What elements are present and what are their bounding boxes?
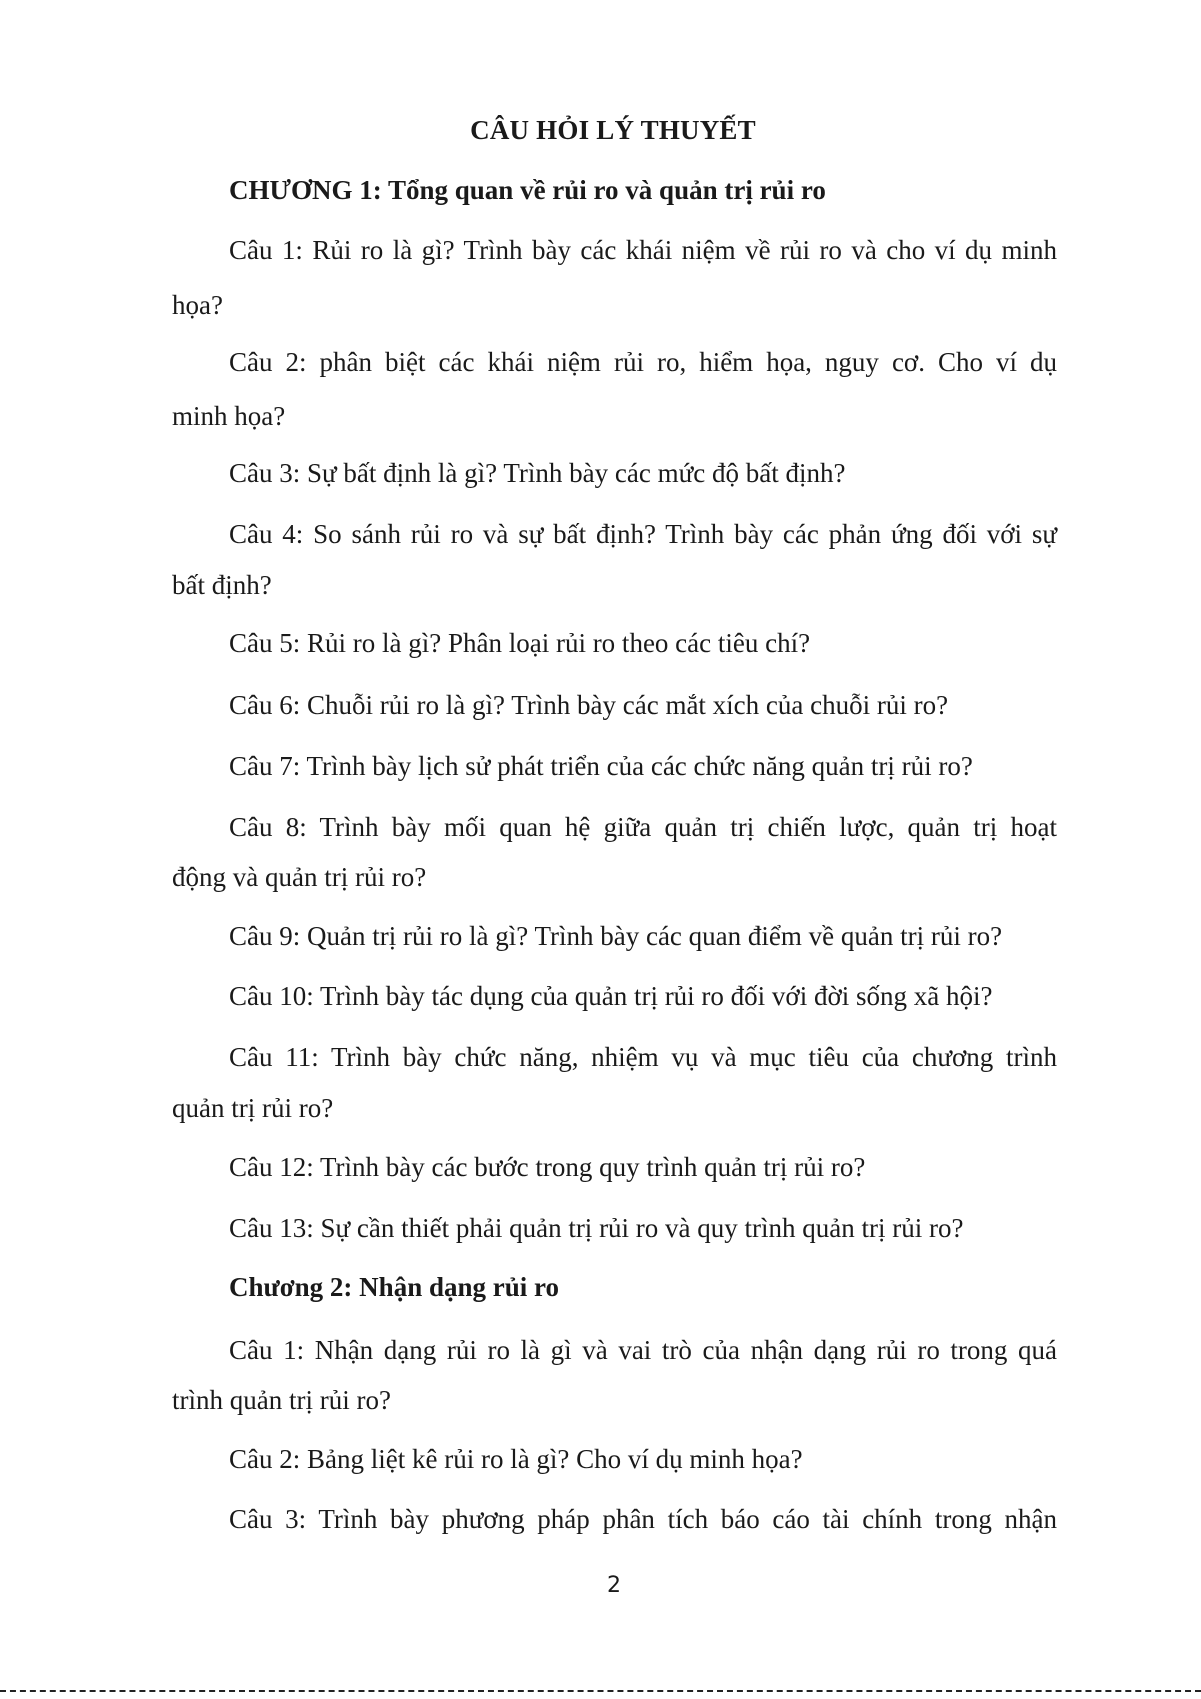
chapter-2-question-3-line-1: Câu 3: Trình bày phương pháp phân tích báo cáo tài chính trong nhận — [229, 1504, 1057, 1534]
chapter-1-question-9: Câu 9: Quản trị rủi ro là gì? Trình bày các quan điểm về quản trị rủi ro? — [229, 921, 1003, 951]
chapter-1-question-4-line-1: Câu 4: So sánh rủi ro và sự bất định? Trình bày các phản ứng đối với sự — [229, 519, 1057, 549]
chapter-1-question-3: Câu 3: Sự bất định là gì? Trình bày các mức độ bất định? — [229, 458, 846, 488]
chapter-1-question-11-line-1: Câu 11: Trình bày chức năng, nhiệm vụ và mục tiêu của chương trình — [229, 1042, 1057, 1072]
chapter-1-question-11-line-2: quản trị rủi ro? — [172, 1093, 334, 1123]
chapter-1-question-5: Câu 5: Rủi ro là gì? Phân loại rủi ro theo các tiêu chí? — [229, 628, 811, 658]
chapter-1-question-1-line-2: họa? — [172, 290, 223, 320]
chapter-1-question-13: Câu 13: Sự cần thiết phải quản trị rủi ro và quy trình quản trị rủi ro? — [229, 1213, 964, 1243]
chapter-1-heading: CHƯƠNG 1: Tổng quan về rủi ro và quản trị rủi ro — [229, 175, 826, 205]
chapter-1-question-7: Câu 7: Trình bày lịch sử phát triển của các chức năng quản trị rủi ro? — [229, 751, 973, 781]
chapter-2-question-1-line-1: Câu 1: Nhận dạng rủi ro là gì và vai trò của nhận dạng rủi ro trong quá — [229, 1335, 1057, 1365]
chapter-2-question-1-line-2: trình quản trị rủi ro? — [172, 1385, 391, 1415]
page-bottom-divider — [0, 1690, 1201, 1692]
chapter-1-question-2-line-2: minh họa? — [172, 401, 286, 431]
chapter-2-heading: Chương 2: Nhận dạng rủi ro — [229, 1272, 559, 1302]
chapter-1-question-6: Câu 6: Chuỗi rủi ro là gì? Trình bày các mắt xích của chuỗi rủi ro? — [229, 690, 949, 720]
page-number: 2 — [607, 1573, 621, 1598]
chapter-2-question-2: Câu 2: Bảng liệt kê rủi ro là gì? Cho ví dụ minh họa? — [229, 1444, 803, 1474]
document-title: CÂU HỎI LÝ THUYẾT — [470, 115, 756, 145]
chapter-1-question-4-line-2: bất định? — [172, 570, 272, 600]
chapter-1-question-8-line-1: Câu 8: Trình bày mối quan hệ giữa quản trị chiến lược, quản trị hoạt — [229, 812, 1057, 842]
chapter-1-question-12: Câu 12: Trình bày các bước trong quy trình quản trị rủi ro? — [229, 1152, 866, 1182]
chapter-1-question-2-line-1: Câu 2: phân biệt các khái niệm rủi ro, hiểm họa, nguy cơ. Cho ví dụ — [229, 347, 1057, 377]
chapter-1-question-1-line-1: Câu 1: Rủi ro là gì? Trình bày các khái niệm về rủi ro và cho ví dụ minh — [229, 235, 1057, 265]
chapter-1-question-10: Câu 10: Trình bày tác dụng của quản trị rủi ro đối với đời sống xã hội? — [229, 981, 993, 1011]
chapter-1-question-8-line-2: động và quản trị rủi ro? — [172, 862, 427, 892]
